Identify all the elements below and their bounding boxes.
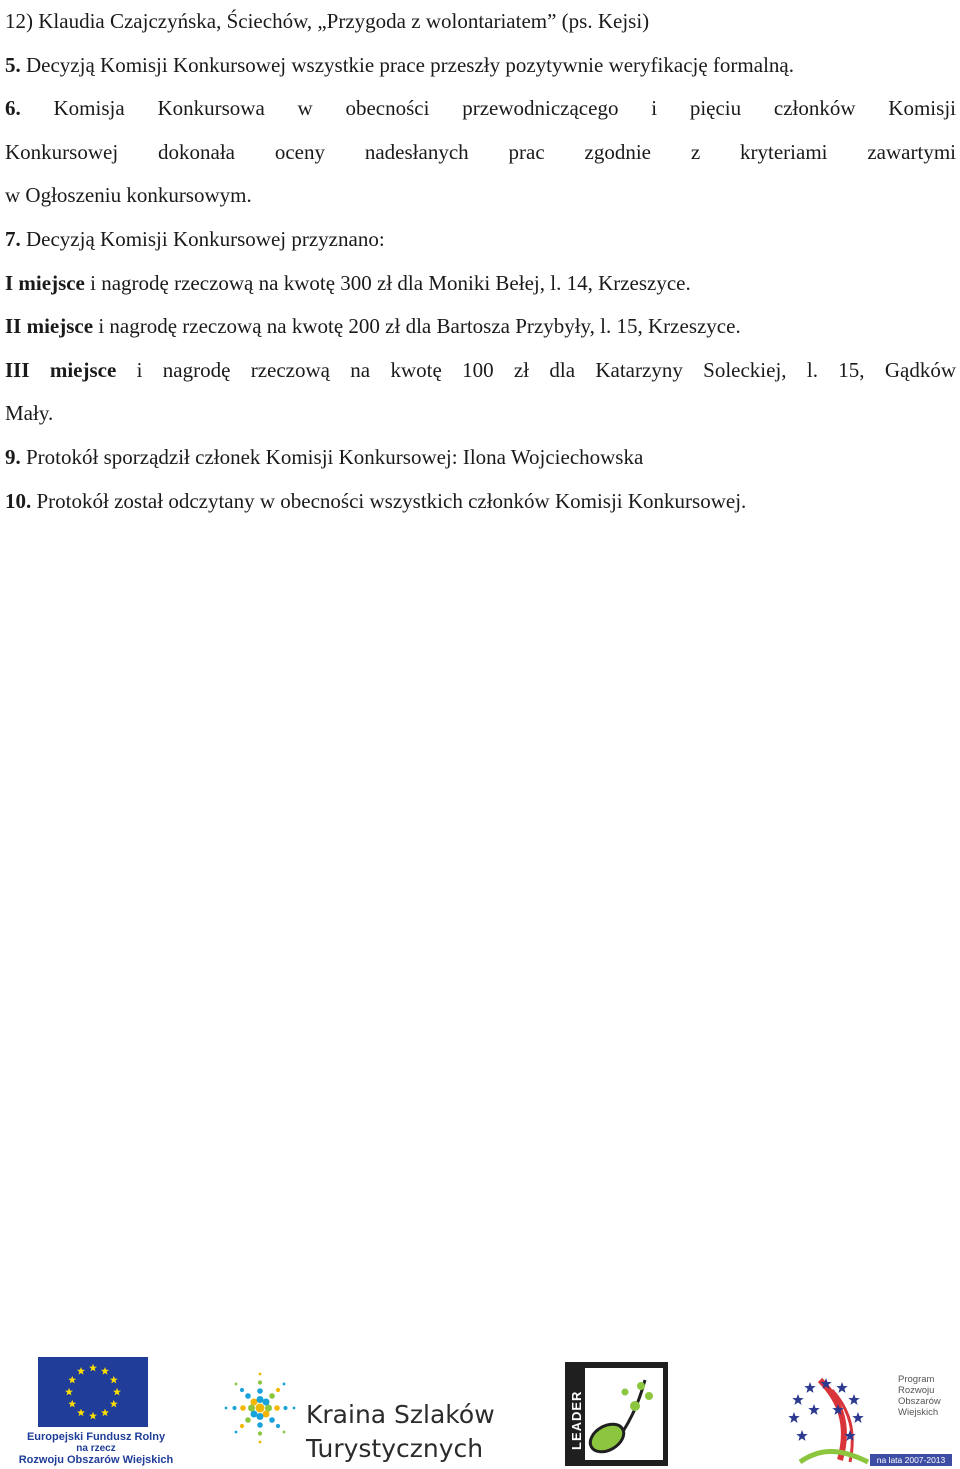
kraina-logo-line-1: Kraina Szlaków	[306, 1400, 495, 1429]
prow-stars-icon	[780, 1370, 890, 1466]
prow-logo-line-1: Program	[898, 1374, 935, 1385]
place-2-label: II miejsce	[5, 314, 94, 339]
item-6-line-2: Konkursowej dokonała oceny nadesłanych prac zgodnie z kryteriami zawartymi	[5, 139, 956, 164]
leader-logo-text: LEADER	[569, 1390, 584, 1450]
prow-logo	[780, 1370, 955, 1466]
item-5	[5, 44, 956, 88]
place-3	[5, 349, 956, 436]
kraina-logo-line-2: Turystycznych	[306, 1434, 484, 1463]
eu-logo-line-1: Europejski Fundusz Rolny	[26, 1431, 166, 1443]
item-9-text: Protokół sporządził członek Komisji Konkursowej: Ilona Wojciechowska	[20, 444, 644, 469]
place-2	[5, 305, 956, 349]
sun-dots-icon	[222, 1370, 302, 1450]
item-6-text-1: Komisja Konkursowa w obecności przewodniczącego i pięciu członków Komisji	[20, 96, 956, 121]
eu-stars-icon	[38, 1357, 148, 1427]
list-item-12: 12) Klaudia Czajczyńska, Ściechów, „Przygoda z wolontariatem” (ps. Kejsi)	[5, 9, 650, 33]
place-3-line-1	[5, 349, 956, 393]
place-3-line-2: Mały.	[5, 401, 54, 426]
prow-logo-line-3: Obszarów	[898, 1396, 941, 1407]
place-1	[5, 262, 956, 306]
eu-logo-line-2: na rzecz	[76, 1443, 116, 1454]
item-5-number: 5.	[5, 52, 21, 77]
eu-logo-line-3: Rozwoju Obszarów Wiejskich	[18, 1454, 174, 1466]
item-7-text: Decyzją Komisji Konkursowej przyznano:	[20, 226, 385, 251]
item-6-line-1	[5, 87, 956, 131]
leader-logo	[565, 1362, 668, 1466]
item-6-line-3: w Ogłoszeniu konkursowym.	[5, 183, 252, 208]
item-5-text: Decyzją Komisji Konkursowej wszystkie prace przeszły pozytywnie weryfikację formalną.	[20, 52, 794, 77]
eu-flag-icon	[38, 1357, 148, 1427]
item-9	[5, 436, 956, 480]
item-10	[5, 480, 956, 524]
prow-logo-line-2: Rozwoju	[898, 1385, 935, 1396]
eu-fund-logo	[10, 1353, 182, 1465]
place-1-text: i nagrodę rzeczową na kwotę 300 zł dla Moniki Bełej, l. 14, Krzeszyce.	[84, 270, 691, 295]
item-6	[5, 87, 956, 218]
place-3-label: III miejsce	[5, 357, 117, 382]
item-6-number: 6.	[5, 96, 21, 121]
item-9-number: 9.	[5, 444, 21, 469]
item-7	[5, 218, 956, 262]
leader-plant-icon	[583, 1366, 665, 1462]
item-10-text: Protokół został odczytany w obecności wszystkich członków Komisji Konkursowej.	[31, 488, 747, 513]
document-body	[5, 0, 956, 523]
place-3-text: i nagrodę rzeczową na kwotę 100 zł dla Katarzyny Soleckiej, l. 15, Gądków	[116, 357, 956, 382]
place-1-label: I miejsce	[5, 270, 85, 295]
prow-logo-band: na lata 2007-2013	[870, 1454, 952, 1466]
kraina-szlakow-logo	[222, 1370, 497, 1465]
item-7-number: 7.	[5, 226, 21, 251]
item-10-number: 10.	[5, 488, 32, 513]
footer-logos	[0, 1350, 960, 1469]
prow-logo-line-4: Wiejskich	[898, 1407, 939, 1418]
place-2-text: i nagrodę rzeczową na kwotę 200 zł dla Bartosza Przybyły, l. 15, Krzeszyce.	[93, 314, 741, 339]
